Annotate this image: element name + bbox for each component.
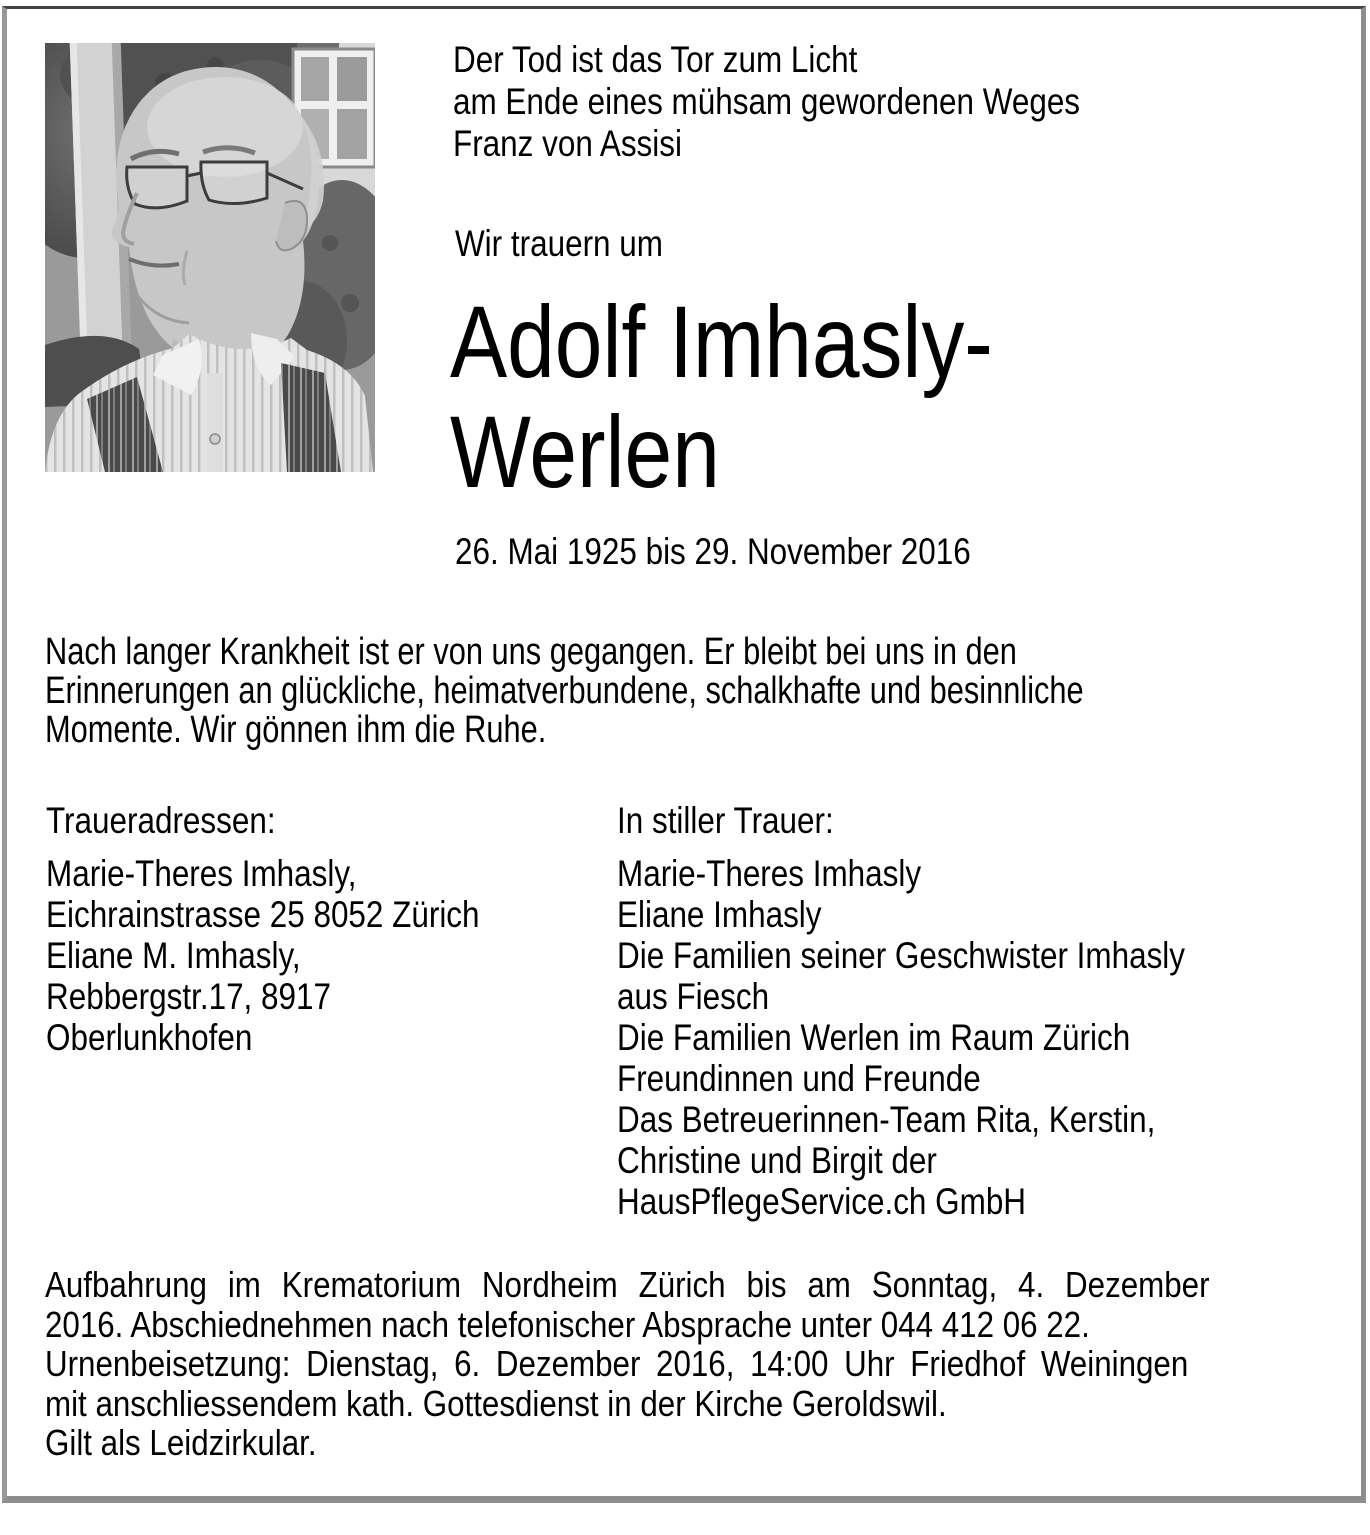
- deceased-name: [450, 287, 993, 507]
- text-line: Die Familien seiner Geschwister Imhasly: [617, 935, 1186, 976]
- text-line: Eliane M. Imhasly,: [46, 935, 301, 976]
- text-line: Der Tod ist das Tor zum Licht: [453, 39, 858, 80]
- text-line: Die Familien Werlen im Raum Zürich: [617, 1017, 1131, 1058]
- address-lines: [46, 853, 480, 1058]
- text-line: Marie-Theres Imhasly: [617, 853, 922, 894]
- text-line: aus Fiesch: [617, 976, 770, 1017]
- text-line: mit anschliessendem kath. Gottesdienst in der Kirche Geroldswil.: [45, 1382, 947, 1424]
- text-line: Aufbahrung im Krematorium Nordheim Zürich bis am Sonntag, 4. Dezember: [45, 1264, 1210, 1305]
- epigraph-text: [453, 39, 1080, 165]
- deceased-photo: [45, 43, 375, 472]
- text-line: Rebbergstr.17, 8917: [46, 976, 332, 1017]
- text-line: Oberlunkhofen: [46, 1017, 253, 1058]
- text-line: Freundinnen und Freunde: [617, 1058, 981, 1099]
- text-line: 2016. Abschiednehmen nach telefonischer Absprache unter 044 412 06 22.: [45, 1303, 1090, 1345]
- mourning-intro: Wir trauern um: [455, 223, 663, 264]
- mourners-lines: [617, 853, 1185, 1222]
- address-section-title: Traueradressen:: [46, 800, 276, 841]
- text-line: Urnenbeisetzung: Dienstag, 6. Dezember 2016, 14:00 Uhr Friedhof Weiningen: [45, 1343, 1189, 1384]
- funeral-details-text: [45, 1265, 1210, 1463]
- text-line: Eliane Imhasly: [617, 894, 822, 935]
- mourners-section-title: In stiller Trauer:: [617, 800, 834, 841]
- text-line: Nach langer Krankheit ist er von uns gegangen. Er bleibt bei uns in den: [45, 631, 1017, 673]
- tribute-text: [45, 633, 1084, 750]
- text-line: Eichrainstrasse 25 8052 Zürich: [46, 894, 480, 935]
- text-line: am Ende eines mühsam gewordenen Weges: [453, 81, 1081, 122]
- text-line: Christine und Birgit der: [617, 1140, 937, 1181]
- text-line: Gilt als Leidzirkular.: [45, 1422, 317, 1463]
- life-dates: 26. Mai 1925 bis 29. November 2016: [455, 531, 971, 572]
- text-line: Werlen: [450, 395, 720, 509]
- text-line: HausPflegeService.ch GmbH: [617, 1181, 1027, 1222]
- text-line: Erinnerungen an glückliche, heimatverbundene, schalkhafte und besinnliche: [45, 670, 1084, 712]
- text-line: Adolf Imhasly-: [450, 285, 993, 399]
- text-line: Das Betreuerinnen-Team Rita, Kerstin,: [617, 1099, 1156, 1140]
- text-line: Momente. Wir gönnen ihm die Ruhe.: [45, 709, 547, 751]
- address-section: [46, 800, 480, 1058]
- portrait-graphic: [45, 43, 375, 472]
- text-line: Franz von Assisi: [453, 123, 682, 164]
- mourners-section: [617, 800, 1185, 1222]
- text-line: Marie-Theres Imhasly,: [46, 853, 357, 894]
